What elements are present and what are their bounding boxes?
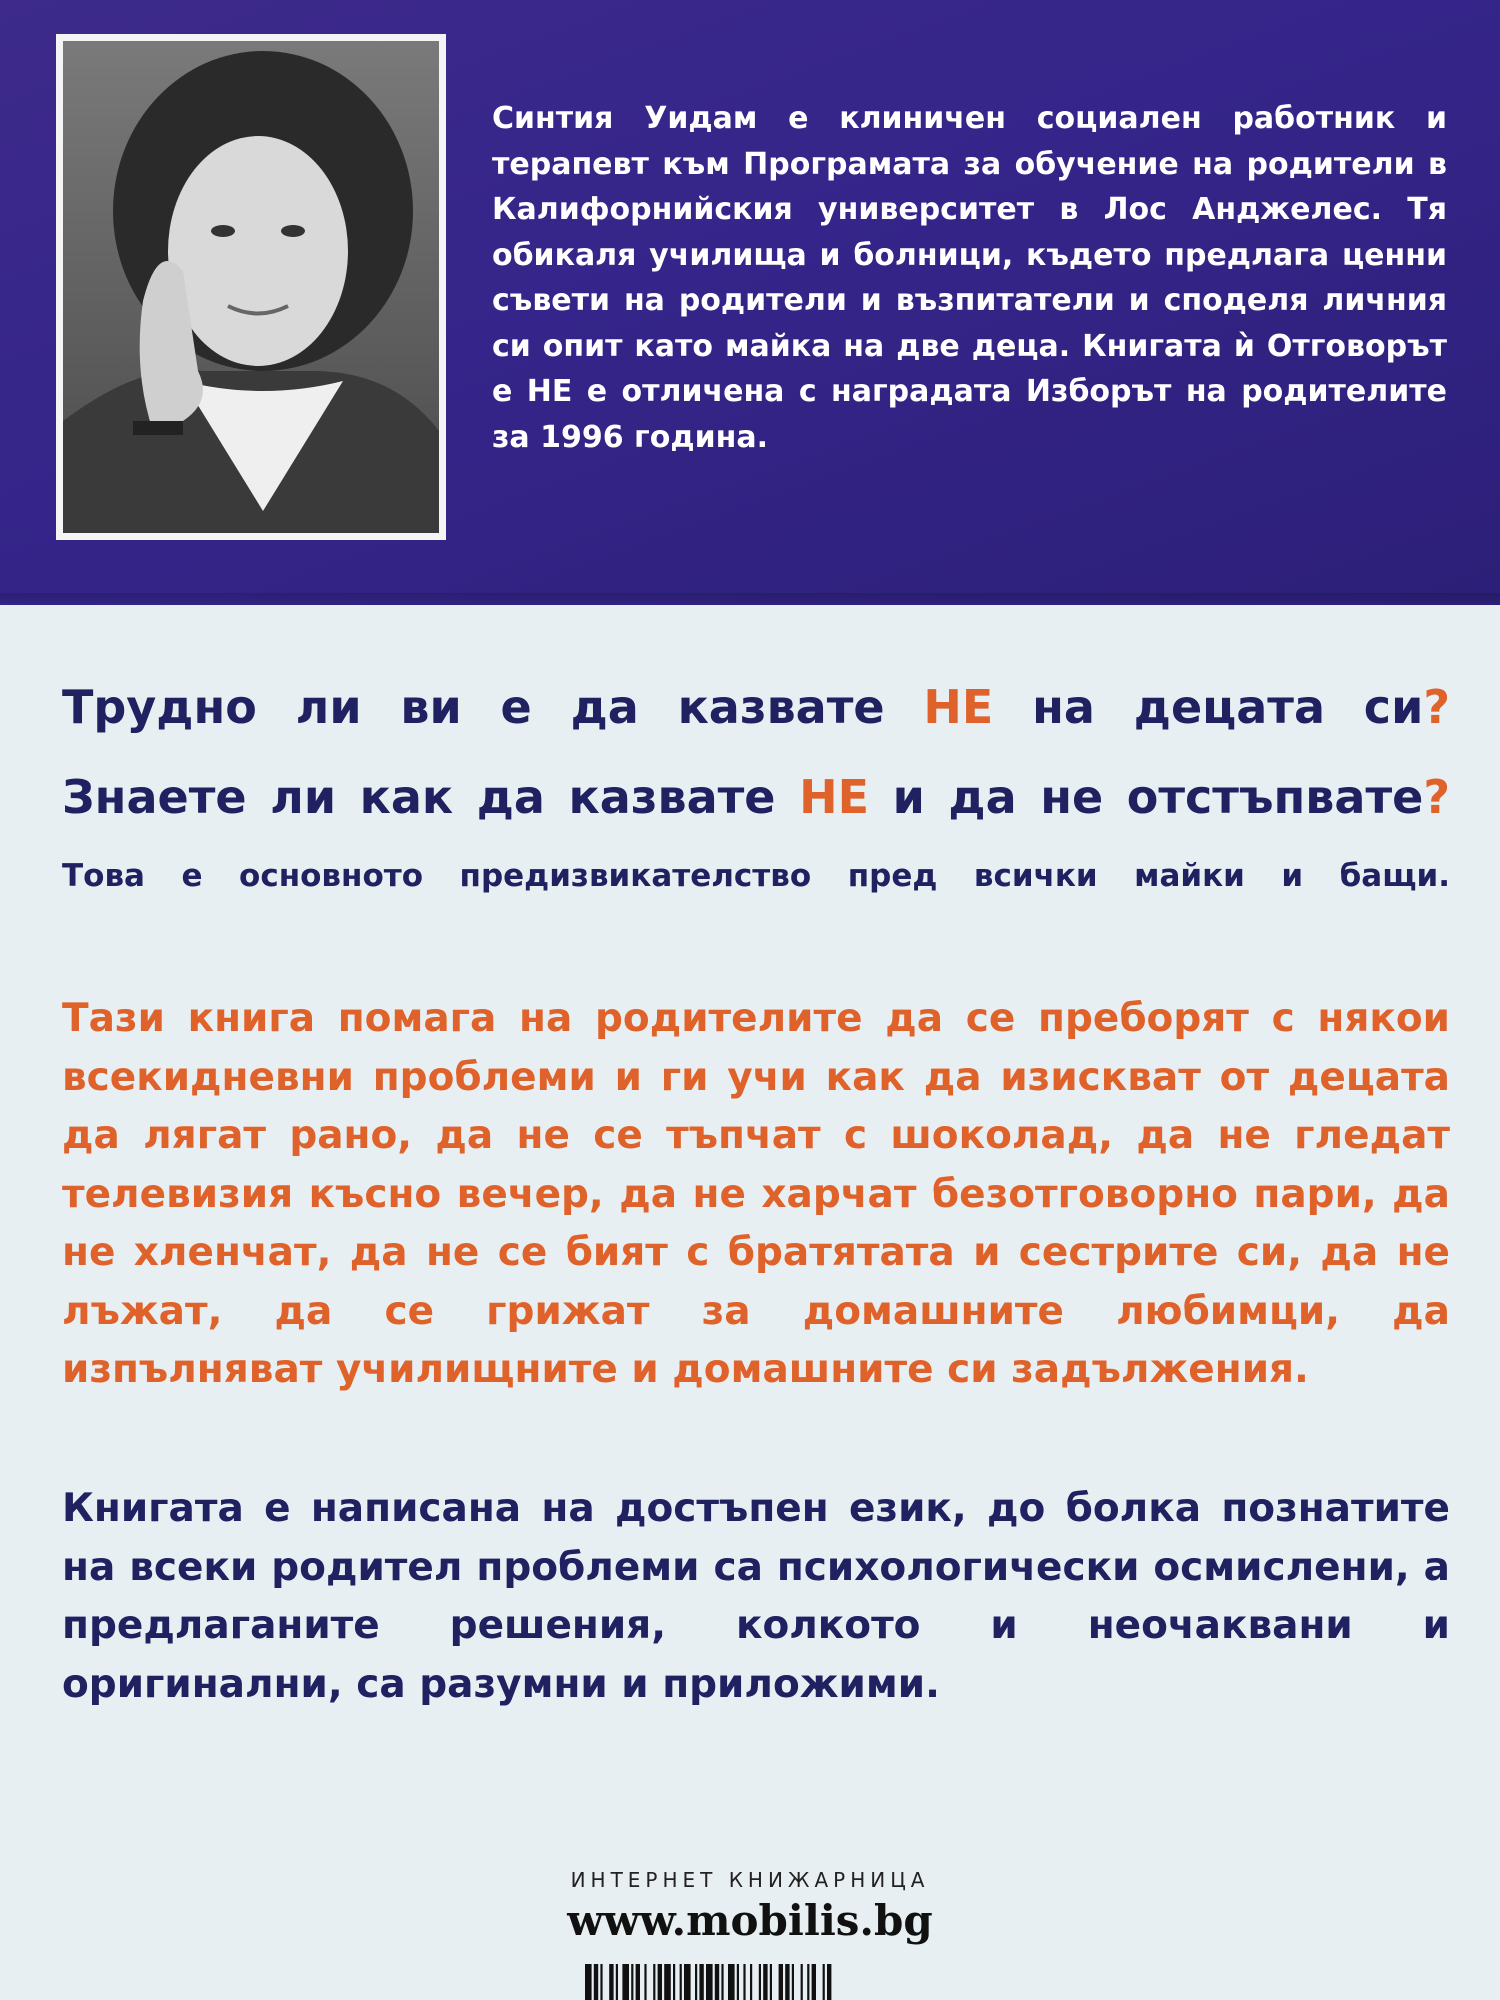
question-2-after: и да не отстъпвате (869, 770, 1424, 824)
barcode (585, 1964, 945, 2000)
subtitle: Това е основното предизвикателство пред всички майки и бащи. (62, 858, 1450, 894)
description-paragraph: Тази книга помага на родителите да се преборят с някои всекидневни проблеми и ги учи как да изискват от децата да лягат рано, да не се тъпчат с шоколад, да не гледат телевизия късно вечер, да не харчат безотговорно пари, да не хленчат, да не се бият с братятата и сестрите си, да не лъжат, да се грижат за домашните любимци, да изпълняват училищните и домашните си задължения. (62, 996, 1450, 1392)
barcode-bar (737, 1964, 739, 2000)
barcode-bar (658, 1964, 662, 2000)
barcode-bar (792, 1964, 794, 2000)
question-1-after: на децата си (993, 680, 1424, 734)
barcode-bar (801, 1964, 803, 2000)
barcode-bar (622, 1964, 629, 2000)
barcode-bar (706, 1964, 713, 2000)
question-2-before: Знаете ли как да казвате (62, 770, 800, 824)
question-2-mark: ? (1423, 770, 1451, 824)
barcode-bar (594, 1964, 598, 2000)
barcode-bar (684, 1964, 691, 2000)
barcode-bar (807, 1964, 809, 2000)
barcode-bar (653, 1964, 655, 2000)
barcode-bar (721, 1964, 723, 2000)
barcode-bar (779, 1964, 783, 2000)
barcode-bar (644, 1964, 646, 2000)
shop-label: ИНТЕРНЕТ КНИЖАРНИЦА (570, 1868, 930, 1892)
summary-paragraph: Книгата е написана на достъпен език, до болка познатите на всеки родител проблеми са психологически осмислени, а предлаганите решения, колкото и неочаквани и оригинални, са разумни и приложими. (62, 1486, 1450, 1707)
barcode-bar (699, 1964, 703, 2000)
question-1 (62, 680, 1450, 734)
barcode-bar (673, 1964, 675, 2000)
question-2-highlight: НЕ (799, 770, 870, 824)
author-bio: Синтия Уидам е клиничен социален работник и терапевт към Програмата за обучение на родители в Калифорнийския университет в Лос Анджелес. Тя обикаля училища и болници, където предлага ценни съвети на родители и възпитатели и споделя личния си опит като майка на две деца. Книгата ѝ Отговорът е НЕ е отличена с наградата Изборът на родителите за 1996 година. (492, 101, 1447, 455)
barcode-bar (636, 1964, 640, 2000)
shop-url[interactable]: www.mobilis.bg (567, 1896, 933, 1945)
barcode-bar (759, 1964, 761, 2000)
barcode-bar (823, 1964, 825, 2000)
barcode-bar (750, 1964, 752, 2000)
author-band (0, 0, 1500, 605)
barcode-bar (680, 1964, 682, 2000)
barcode-bar (812, 1964, 816, 2000)
barcode-bar (616, 1964, 618, 2000)
barcode-bar (763, 1964, 767, 2000)
question-1-mark: ? (1423, 680, 1450, 734)
barcode-bar (631, 1964, 633, 2000)
barcode-bar (728, 1964, 735, 2000)
barcode-bar (715, 1964, 719, 2000)
barcode-bar (695, 1964, 697, 2000)
question-1-highlight: НЕ (923, 680, 994, 734)
barcode-bar (743, 1964, 745, 2000)
barcode-bar (600, 1964, 602, 2000)
barcode-bar (585, 1964, 592, 2000)
barcode-bar (664, 1964, 671, 2000)
question-2 (62, 770, 1450, 824)
barcode-bar (609, 1964, 613, 2000)
question-1-before: Трудно ли ви е да казвате (62, 680, 924, 734)
author-photo-frame (56, 34, 446, 540)
barcode-bar (770, 1964, 772, 2000)
barcode-bar (827, 1964, 831, 2000)
barcode-bar (785, 1964, 789, 2000)
author-photo (63, 41, 439, 533)
